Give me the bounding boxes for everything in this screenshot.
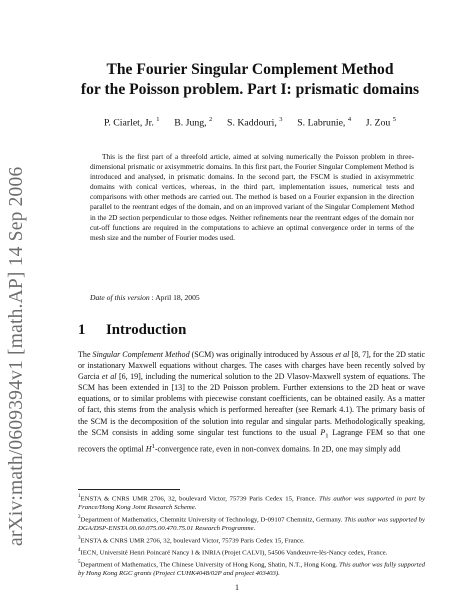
- text-run-italic: Singular Complement Method: [92, 350, 190, 359]
- author: P. Ciarlet, Jr.: [103, 117, 154, 129]
- paper-title: [60, 60, 440, 100]
- math-symbol: H: [145, 445, 152, 455]
- text-run-italic: et al: [101, 372, 117, 382]
- math-symbol: P: [320, 427, 326, 437]
- footnote-mark: 5: [78, 559, 81, 565]
- text-run-italic: et al: [335, 350, 350, 359]
- footnote-note: This author was supported in part by France/Hong Kong Joint Research Scheme.: [78, 495, 425, 512]
- math-subscript: 1: [325, 432, 329, 440]
- text-run: (SCM) was originally introduced by Assous: [189, 350, 336, 359]
- text-run: The: [78, 350, 93, 359]
- author: S. Kaddouri,: [227, 117, 277, 129]
- abstract: This is the first part of a threefold article, aimed at solving numerically the Poisson problem in three-dimensional prismatic or axisymmetric domains. In this first part, the Fourier Singular Complement Method is introduced and analysed, in prismatic domains. In the second part, the FSCM is studied in axisymmetric domains with conical vertices, whereas, in the third part, implementation issues, numerical tests and comparisons with other methods are carried out. The method is based on a Fourier expansion in the direction parallel to the reentrant edges of the domain, and on an improved variant of the Singular Complement Method in the 2D section perpendicular to those edges. Neither refinements near the reentrant edges of the domain nor cut-off functions are required in the computations to achieve an optimal convergence order in terms of the mesh size and the number of Fourier modes used.: [90, 152, 414, 242]
- author-footnote-mark[interactable]: 2: [209, 116, 213, 123]
- footnote-note: This author was fully supported by Hong Kong RGC grants (Project CUHK4048/02P and project 403403).: [78, 560, 425, 577]
- footnote-text: ENSTA & CNRS UMR 2706, 32, boulevard Victor, 75739 Paris Cedex 15, France.: [80, 495, 320, 503]
- version-date-value: : April 18, 2005: [149, 293, 200, 302]
- footnote-text: IECN, Université Henri Poincaré Nancy I & INRIA (Projet CALVI), 54506 Vandœuvre-lès-Nancy cedex, France.: [80, 548, 388, 556]
- section-title: Introduction: [106, 322, 187, 338]
- footnote-mark: 2: [78, 514, 81, 520]
- author: S. Labrunie,: [297, 117, 346, 129]
- author-footnote-mark[interactable]: 3: [279, 116, 283, 123]
- arxiv-identifier: arXiv:math/0609394v1 [math.AP] 14 Sep 2006: [6, 166, 27, 546]
- text-run: Lagrange FEM so that one recovers the optimal: [78, 427, 425, 455]
- section-heading: [78, 322, 186, 339]
- title-line-1: The Fourier Singular Complement Method: [106, 61, 394, 78]
- footnote: [78, 492, 425, 512]
- text-run: -convergence rate, even in non-convex domains. In 2D, one may simply add: [154, 445, 401, 455]
- version-date: [90, 293, 200, 302]
- math-superscript: 1: [151, 443, 155, 451]
- author: J. Zou: [365, 117, 391, 129]
- text-run: [8, 7], for the 2D static or instationary Maxwell equations without charges. The cases with charges have been recently solved by Garcia: [78, 350, 426, 382]
- footnote-text: Department of Mathematics, Chemnitz University of Technology, D-09107 Chemnitz, Germany.: [80, 516, 345, 524]
- footnote-note: This author was supported by DGA/DSP-ENSTA 00.60.075.00.470.75.01 Research Programme.: [78, 516, 425, 533]
- footnote-text: Department of Mathematics, The Chinese University of Hong Kong, Shatin, N.T., Hong Kong.: [80, 560, 339, 568]
- author-list: [60, 116, 440, 128]
- author-footnote-mark[interactable]: 4: [347, 116, 352, 123]
- text-run: [6, 19], including the numerical solution to the 2D Vlasov-Maxwell system of equations. The SCM has been extended in [13] to the 2D Poisson problem. Further extensions to the 2D heat or wave equations, or to similar problems with piecewise constant coefficients, can be obtained easily. As a matter of fact, this stems from the analysis which is performed hereafter (see Remark 4.1). The primary basis of the SCM is the decomposition of the solution into regular and singular parts. Methodologically speaking, the SCM consists in adding some singular test functions to the usual: [78, 372, 426, 437]
- page-number: 1: [235, 583, 239, 592]
- title-line-2: for the Poisson problem. Part I: prismatic domains: [80, 81, 420, 98]
- version-date-label: Date of this version: [90, 293, 150, 302]
- section-number: 1: [78, 322, 86, 338]
- footnote-mark: 1: [78, 494, 81, 499]
- footnote: [78, 546, 425, 557]
- footnote-mark: 4: [78, 547, 81, 553]
- footnote-text: ENSTA & CNRS UMR 2706, 32, boulevard Victor, 75739 Paris Cedex 15, France.: [80, 537, 305, 545]
- footnote-mark: 3: [78, 535, 81, 541]
- author-footnote-mark[interactable]: 5: [392, 116, 396, 123]
- footnote-divider: [78, 489, 180, 490]
- footnote: [78, 534, 425, 545]
- author: B. Jung,: [174, 117, 207, 129]
- introduction-paragraph: [78, 349, 425, 455]
- footnote: [78, 558, 425, 578]
- author-footnote-mark[interactable]: 1: [156, 116, 160, 123]
- footnotes: [78, 492, 425, 579]
- footnote: [78, 513, 425, 533]
